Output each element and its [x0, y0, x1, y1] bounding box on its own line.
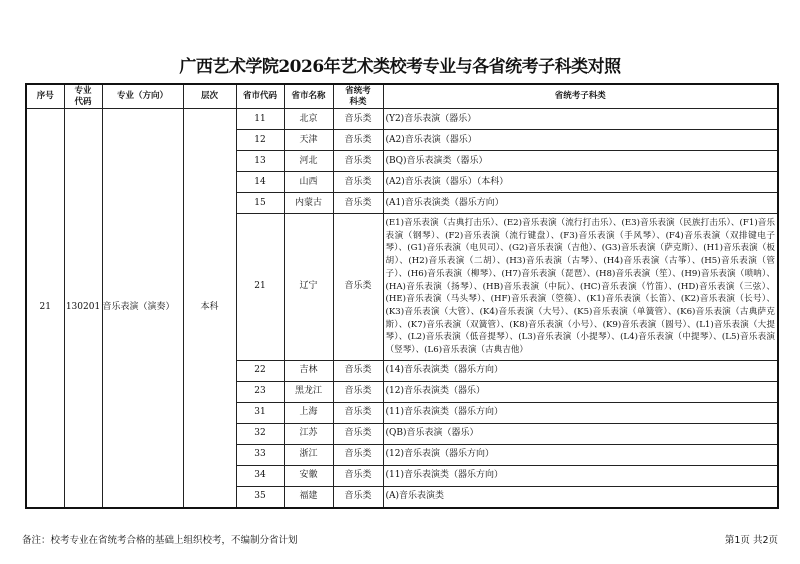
- seq-cell: 21: [26, 109, 64, 508]
- province-code-cell: 11: [236, 109, 284, 130]
- subcategory-cell: (A2)音乐表演（器乐）: [383, 130, 778, 151]
- header-level: 层次: [183, 84, 236, 109]
- subcategory-cell: (BQ)音乐表演类（器乐）: [383, 151, 778, 172]
- subcategory-cell: (QB)音乐表演（器乐）: [383, 423, 778, 444]
- comparison-table: [25, 83, 779, 509]
- footer-note: 备注：校考专业在省统考合格的基础上组织校考，不编制分省计划: [22, 535, 298, 546]
- header-seq: 序号: [26, 84, 64, 109]
- category-cell: 音乐类: [333, 130, 383, 151]
- category-cell: 音乐类: [333, 486, 383, 508]
- province-code-cell: 35: [236, 486, 284, 508]
- province-code-cell: 34: [236, 465, 284, 486]
- table-row: [26, 109, 778, 130]
- page-number: 第1页 共2页: [724, 535, 778, 546]
- province-name-cell: 内蒙古: [284, 193, 333, 214]
- province-name-cell: 上海: [284, 402, 333, 423]
- header-major: 专业（方向）: [102, 84, 183, 109]
- category-cell: 音乐类: [333, 172, 383, 193]
- province-code-cell: 14: [236, 172, 284, 193]
- category-cell: 音乐类: [333, 109, 383, 130]
- province-code-cell: 13: [236, 151, 284, 172]
- province-name-cell: 河北: [284, 151, 333, 172]
- subcategory-cell: (Y2)音乐表演（器乐）: [383, 109, 778, 130]
- category-cell: 音乐类: [333, 151, 383, 172]
- province-name-cell: 辽宁: [284, 214, 333, 361]
- subcategory-cell: (12)音乐表演类（器乐）: [383, 381, 778, 402]
- subcategory-cell: (14)音乐表演类（器乐方向）: [383, 360, 778, 381]
- province-name-cell: 江苏: [284, 423, 333, 444]
- subcategory-cell: (11)音乐表演类（器乐方向）: [383, 402, 778, 423]
- subcategory-cell: (A2)音乐表演（器乐）（本科）: [383, 172, 778, 193]
- header-code: 专业代码: [64, 84, 102, 109]
- province-name-cell: 浙江: [284, 444, 333, 465]
- province-name-cell: 黑龙江: [284, 381, 333, 402]
- header-subcategory: 省统考子科类: [383, 84, 778, 109]
- header-row: [26, 84, 778, 109]
- province-code-cell: 23: [236, 381, 284, 402]
- header-province-name: 省市名称: [284, 84, 333, 109]
- level-cell: 本科: [183, 109, 236, 508]
- province-name-cell: 天津: [284, 130, 333, 151]
- major-cell: 音乐表演（演奏）: [102, 109, 183, 508]
- province-code-cell: 21: [236, 214, 284, 361]
- province-code-cell: 12: [236, 130, 284, 151]
- province-code-cell: 33: [236, 444, 284, 465]
- subcategory-cell: (12)音乐表演（器乐方向）: [383, 444, 778, 465]
- category-cell: 音乐类: [333, 381, 383, 402]
- category-cell: 音乐类: [333, 423, 383, 444]
- header-province-code: 省市代码: [236, 84, 284, 109]
- category-cell: 音乐类: [333, 444, 383, 465]
- province-code-cell: 32: [236, 423, 284, 444]
- province-code-cell: 31: [236, 402, 284, 423]
- subcategory-cell: (E1)音乐表演（古典打击乐）、(E2)音乐表演（流行打击乐）、(E3)音乐表演（民族打击乐）、(F1)音乐表演（钢琴）、(F2)音乐表演（流行键盘）、(F3)音乐表演（手风琴）、(F4)音乐表演（双排键电子琴）、(G1)音乐表演（电贝司）、(G2)音乐表演（吉他）、(G3)音乐表演（萨克斯）、(H1)音乐表演（板胡）、(H2)音乐表演（二胡）、(H3)音乐表演（古琴）、(H4)音乐表演（古筝）、(H5)音乐表演（管子）、(H6)音乐表演（柳琴）、(H7)音乐表演（琵琶）、(H8)音乐表演（笙）、(H9)音乐表演（唢呐）、(HA)音乐表演（扬琴）、(HB)音乐表演（中阮）、(HC)音乐表演（竹笛）、(HD)音乐表演（三弦）、(HE)音乐表演（马头琴）、(HF)音乐表演（箜篌）、(K1)音乐表演（长笛）、(K2)音乐表演（长号）、(K3)音乐表演（大管）、(K4)音乐表演（大号）、(K5)音乐表演（单簧管）、(K6)音乐表演（古典萨克斯）、(K7)音乐表演（双簧管）、(K8)音乐表演（小号）、(K9)音乐表演（圆号）、(L1)音乐表演（大提琴）、(L2)音乐表演（低音提琴）、(L3)音乐表演（小提琴）、(L4)音乐表演（中提琴）、(L5)音乐表演（竖琴）、(L6)音乐表演（古典吉他）: [383, 214, 778, 361]
- category-cell: 音乐类: [333, 360, 383, 381]
- province-name-cell: 福建: [284, 486, 333, 508]
- province-name-cell: 北京: [284, 109, 333, 130]
- subcategory-cell: (A)音乐表演类: [383, 486, 778, 508]
- header-category: 省统考科类: [333, 84, 383, 109]
- province-name-cell: 安徽: [284, 465, 333, 486]
- category-cell: 音乐类: [333, 193, 383, 214]
- province-code-cell: 15: [236, 193, 284, 214]
- province-name-cell: 吉林: [284, 360, 333, 381]
- province-code-cell: 22: [236, 360, 284, 381]
- category-cell: 音乐类: [333, 465, 383, 486]
- category-cell: 音乐类: [333, 402, 383, 423]
- page-title: 广西艺术学院2026年艺术类校考专业与各省统考子科类对照: [179, 57, 621, 77]
- province-name-cell: 山西: [284, 172, 333, 193]
- major-code-cell: 130201: [64, 109, 102, 508]
- category-cell: 音乐类: [333, 214, 383, 361]
- subcategory-cell: (11)音乐表演类（器乐方向）: [383, 465, 778, 486]
- subcategory-cell: (A1)音乐表演类（器乐方向）: [383, 193, 778, 214]
